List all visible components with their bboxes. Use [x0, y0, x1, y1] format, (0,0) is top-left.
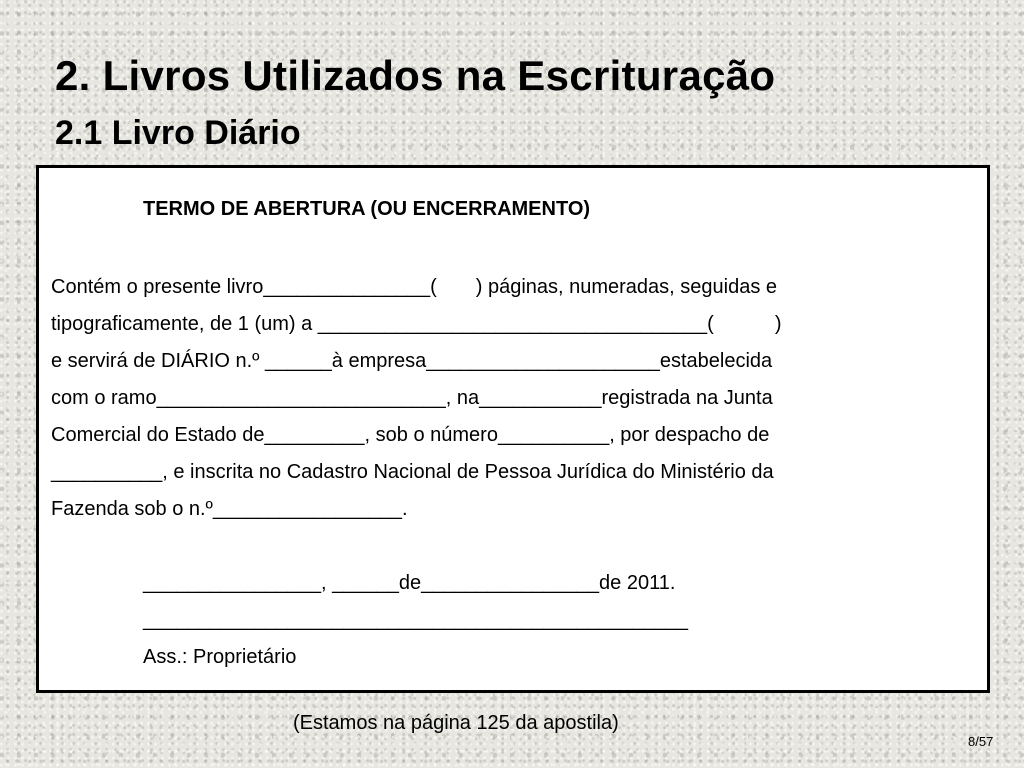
- document-line-7: Fazenda sob o n.º_________________.: [51, 498, 408, 520]
- slide-title: 2. Livros Utilizados na Escrituração: [55, 52, 776, 99]
- document-line-6: __________, e inscrita no Cadastro Nacional de Pessoa Jurídica do Ministério da: [51, 461, 774, 483]
- document-line-1: Contém o presente livro_______________( ) páginas, numeradas, seguidas e: [51, 276, 778, 298]
- signature-line: _________________________________________________: [143, 609, 689, 631]
- document-line-3: e servirá de DIÁRIO n.º ______à empresa_____________________estabelecida: [51, 350, 773, 372]
- date-line: ________________, ______de________________de 2011.: [143, 572, 676, 594]
- signature-label: Ass.: Proprietário: [143, 646, 297, 668]
- document-line-4: com o ramo__________________________, na___________registrada na Junta: [51, 387, 773, 409]
- page-number: 8/57: [968, 734, 994, 749]
- slide-subtitle: 2.1 Livro Diário: [55, 114, 301, 152]
- document-heading: TERMO DE ABERTURA (OU ENCERRAMENTO): [143, 198, 591, 220]
- document-form-box: [36, 165, 990, 693]
- document-line-2: tipograficamente, de 1 (um) a ___________________________________( ): [51, 313, 782, 335]
- document-line-5: Comercial do Estado de_________, sob o número__________, por despacho de: [51, 424, 770, 446]
- footer-note: (Estamos na página 125 da apostila): [293, 712, 619, 734]
